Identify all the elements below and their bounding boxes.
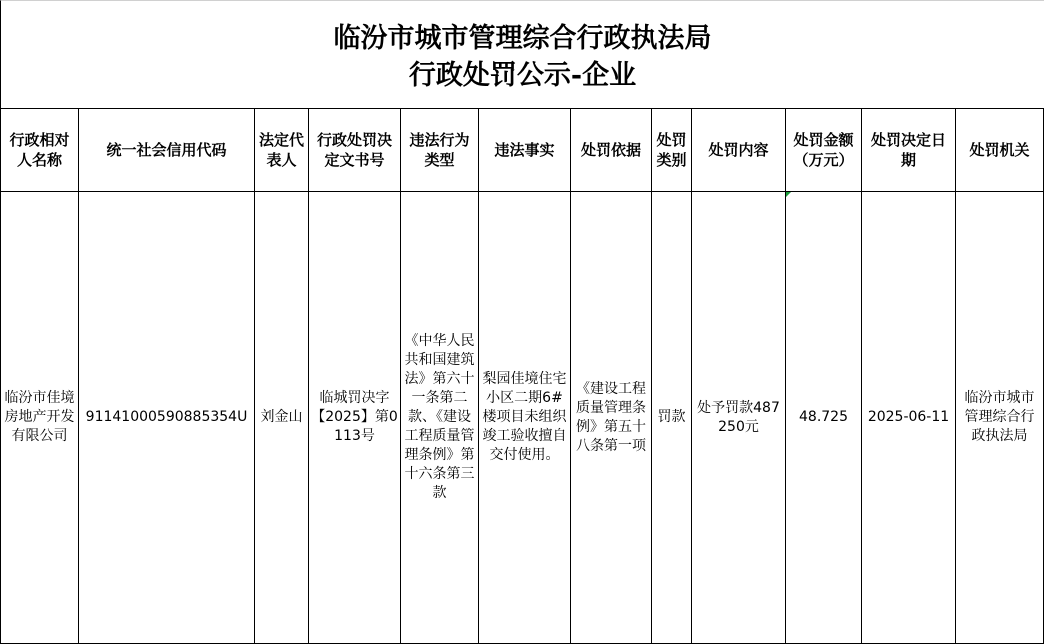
header-cell-name[interactable]: 行政相对人名称 bbox=[1, 109, 79, 192]
cell-authority[interactable]: 临汾市城市管理综合行政执法局 bbox=[956, 192, 1044, 644]
cell-content[interactable]: 处予罚款487250元 bbox=[692, 192, 786, 644]
penalty-table bbox=[0, 108, 1044, 644]
cell-doc-no[interactable]: 临城罚决字【2025】第0113号 bbox=[309, 192, 401, 644]
page-title: 临汾市城市管理综合行政执法局 bbox=[333, 23, 712, 54]
cell-facts[interactable]: 梨园佳境住宅小区二期6#楼项目未组织竣工验收擅自交付使用。 bbox=[479, 192, 571, 644]
cell-basis[interactable]: 《建设工程质量管理条例》第五十八条第一项 bbox=[571, 192, 652, 644]
cell-legal-rep[interactable]: 刘金山 bbox=[255, 192, 309, 644]
header-cell-violation-type[interactable]: 违法行为类型 bbox=[401, 109, 479, 192]
header-row bbox=[1, 109, 1044, 192]
cell-category[interactable]: 罚款 bbox=[652, 192, 692, 644]
table-row bbox=[1, 192, 1044, 644]
header-cell-content[interactable]: 处罚内容 bbox=[692, 109, 786, 192]
page-subtitle: 行政处罚公示-企业 bbox=[408, 60, 637, 91]
cell-comment-marker bbox=[786, 192, 791, 197]
header-cell-amount[interactable]: 处罚金额（万元） bbox=[786, 109, 862, 192]
title-block bbox=[0, 0, 1044, 108]
cell-credit-code[interactable]: 91141000590885354U bbox=[79, 192, 255, 644]
header-cell-authority[interactable]: 处罚机关 bbox=[956, 109, 1044, 192]
cell-name[interactable]: 临汾市佳境房地产开发有限公司 bbox=[1, 192, 79, 644]
cell-date[interactable]: 2025-06-11 bbox=[862, 192, 956, 644]
header-cell-doc-no[interactable]: 行政处罚决定文书号 bbox=[309, 109, 401, 192]
header-cell-legal-rep[interactable]: 法定代表人 bbox=[255, 109, 309, 192]
header-cell-category[interactable]: 处罚类别 bbox=[652, 109, 692, 192]
header-cell-date[interactable]: 处罚决定日期 bbox=[862, 109, 956, 192]
header-cell-facts[interactable]: 违法事实 bbox=[479, 109, 571, 192]
cell-violation-type[interactable]: 《中华人民共和国建筑法》第六十一条第二款、《建设工程质量管理条例》第十六条第三款 bbox=[401, 192, 479, 644]
cell-amount[interactable]: 48.725 bbox=[786, 192, 862, 644]
header-cell-basis[interactable]: 处罚依据 bbox=[571, 109, 652, 192]
header-cell-credit-code[interactable]: 统一社会信用代码 bbox=[79, 109, 255, 192]
